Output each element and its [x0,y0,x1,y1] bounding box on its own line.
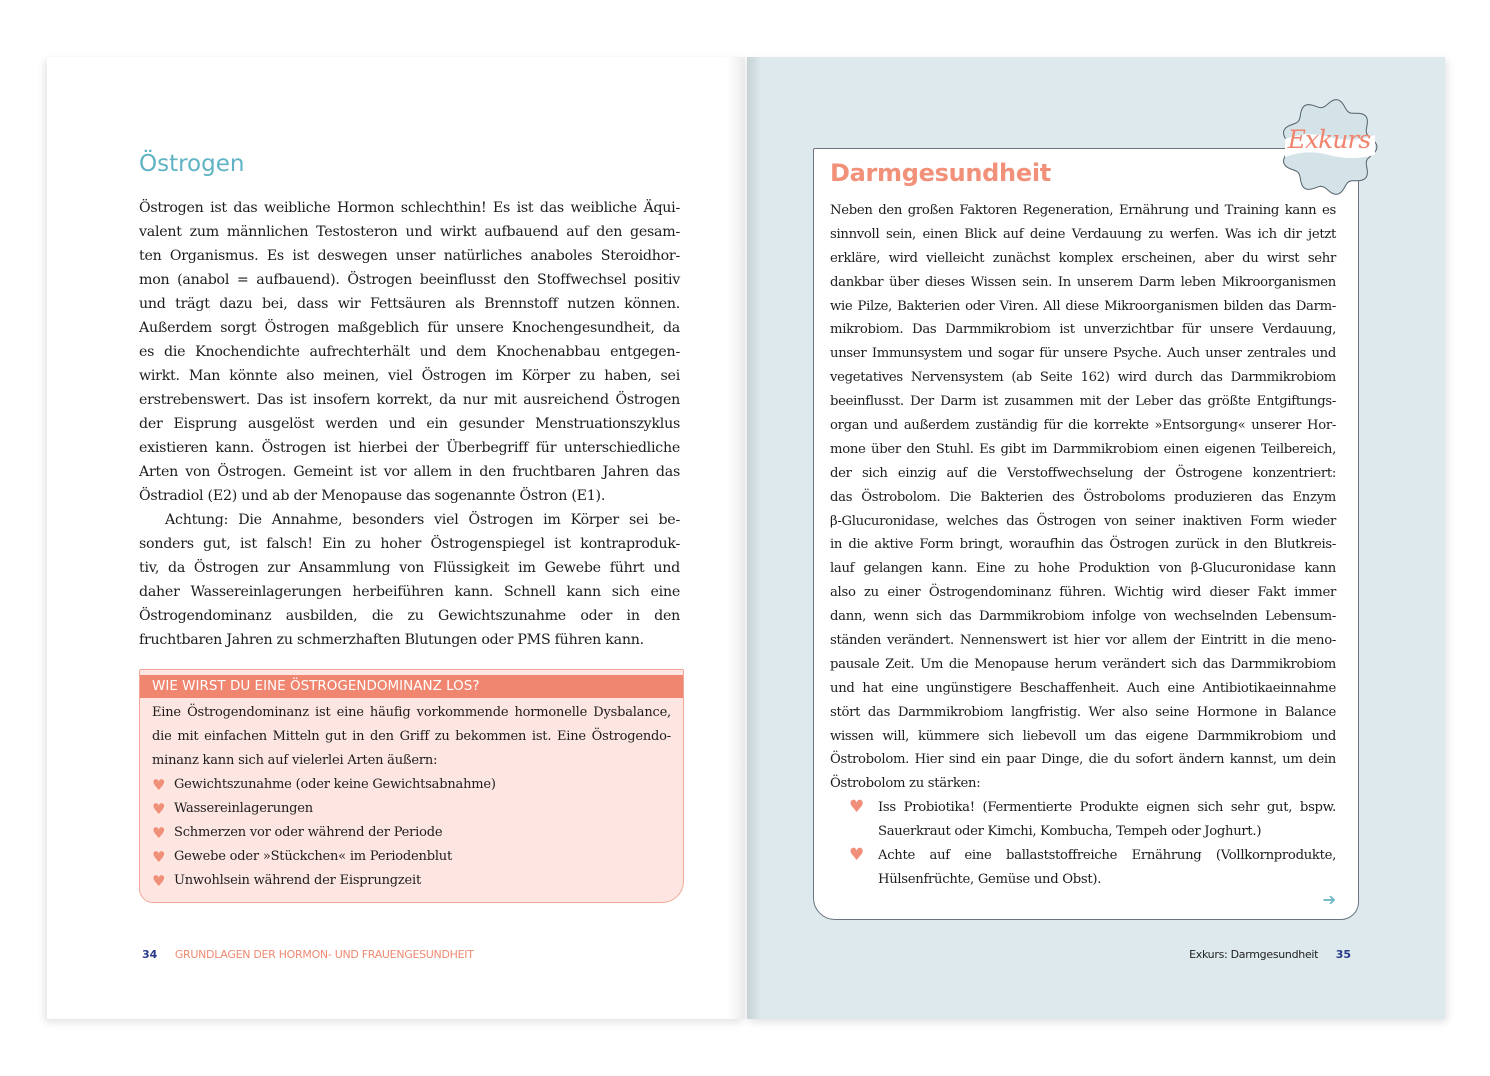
text-line: vegetatives Nervensystem (ab Seite 162) wird durch das Darmmikrobiom [830,370,1336,386]
text-line: Östrogen ist das weibliche Hormon schlechthin! Es ist das weibliche Äqui- [139,200,680,216]
text-line: unser Immunsystem und sogar für unsere Psyche. Auch unser zentrales und [830,346,1336,362]
info-box-bullet [152,821,671,845]
text-line: Östradiol (E2) und ab der Menopause das sogenannte Östron (E1). [139,488,606,504]
text-line: mone über den Stuhl. Es gibt im Darmmikrobiom einen eigenen Teilbereich, [830,441,1336,457]
bullet-item [830,796,1336,844]
running-title: GRUNDLAGEN DER HORMON- UND FRAUENGESUNDHEIT [174,948,474,961]
text-line: existieren kann. Östrogen ist hierbei der Überbegriff für unterschiedliche [139,440,680,456]
page-footer [1189,948,1351,961]
text-line: mon (anabol = aufbauend). Östrogen beeinflusst den Stoffwechsel positiv [139,272,680,288]
section-heading: Östrogen [139,151,245,177]
bullet-text: Wassereinlagerungen [174,801,313,816]
info-box-bullet [152,869,671,893]
text-line: lauf gelangen kann. Eine zu hohe Produktion von β-Glucuronidase kann [830,561,1336,577]
bullet-line: Achte auf eine ballaststoffreiche Ernährung (Vollkornprodukte, [878,848,1336,864]
exkurs-badge [1277,95,1381,199]
text-line: Östrobolom. Hier sind ein paar Dinge, die du sofort ändern kannst, um dein [830,752,1336,768]
text-line: es die Knochendichte aufrechterhält und dem Knochenabbau entgegen- [139,344,680,360]
bullet-text: Unwohlsein während der Eisprungzeit [174,873,422,888]
text-line: organ und außerdem zuständig für die korrekte »Entsorgung« unserer Hor- [830,418,1336,434]
text-line: Außerdem sorgt Östrogen maßgeblich für unsere Knochengesundheit, da [139,320,680,336]
info-box-title: WIE WIRST DU EINE ÖSTROGENDOMINANZ LOS? [140,675,683,698]
text-line: fruchtbaren Jahren zu schmerzhaften Blutungen oder PMS führen kann. [139,632,644,648]
text-line: wie Pilze, Bakterien oder Viren. All diese Mikroorganismen bilden das Darm- [830,298,1336,314]
text-line: und hat eine ungünstigere Beschaffenheit. Auch eine Antibiotikaeinnahme [830,680,1336,696]
text-line: dann, wenn sich das Darmmikrobiom infolge von wechselnden Lebensum- [830,609,1336,625]
info-box [139,669,684,903]
text-line: wirkt. Man könnte also meinen, viel Östrogen im Körper zu haben, sei [139,368,680,384]
badge-label: Exkurs [1287,125,1371,154]
text-line: der sich einzig auf die Verstoffwechselung der Östrogene konzentriert: [830,465,1336,481]
text-line: sonders gut, ist falsch! Ein zu hoher Östrogenspiegel ist kontraproduk- [139,536,680,552]
bullet-text [878,796,1336,844]
text-line: ständen verändert. Nennenswert ist hier vor allem der Eintritt in die meno- [830,633,1336,649]
info-box-text-line: die mit einfachen Mitteln gut in den Griff zu bekommen ist. Eine Östrogendo- [152,729,671,744]
info-box-body [140,698,683,893]
text-line: und trägt dazu bei, dass wir Fettsäuren als Brennstoff nutzen können. [139,296,680,312]
arrow-right-icon: ➔ [1322,890,1336,909]
text-line: Achtung: Die Annahme, besonders viel Östrogen im Körper sei be- [165,512,680,528]
heart-icon: ♥ [152,776,166,794]
info-box-text-line: Eine Östrogendominanz ist eine häufig vorkommende hormonelle Dysbalance, [152,705,671,720]
info-box-bullet [152,773,671,797]
text-line: mikrobiom. Das Darmmikrobiom ist unverzichtbar für unsere Verdauung, [830,322,1336,338]
bullet-text: Gewichtszunahme (oder keine Gewichtsabnahme) [174,777,496,792]
text-line: das Östrobolom. Die Bakterien des Östroboloms produzieren das Enzym [830,489,1336,505]
text-line: pausale Zeit. Um die Menopause herum verändert sich das Darmmikrobiom [830,656,1336,672]
heart-icon: ♥ [152,824,166,842]
heart-icon: ♥ [849,845,864,866]
info-box-bullet [152,797,671,821]
bullet-text: Gewebe oder »Stückchen« im Periodenblut [174,849,452,864]
text-line: Neben den großen Faktoren Regeneration, Ernährung und Training kann es [830,203,1336,218]
heart-icon: ♥ [152,872,166,890]
text-line: tiv, da Östrogen zur Ansammlung von Flüssigkeit im Gewebe führt und [139,560,680,576]
text-line: sinnvoll sein, einen Blick auf deine Verdauung zu werfen. Was ich dir jetzt [830,226,1336,242]
page-number: 34 [142,948,158,961]
text-line: dankbar über dieses Wissen sein. In unserem Darm leben Mikroorganismen [830,274,1336,290]
text-line: erkläre, wird vielleicht zunächst komplex erscheinen, aber du wirst sehr [830,250,1336,266]
text-line: ten Organismus. Es ist deswegen unser natürliches anaboles Steroidhor- [139,248,680,264]
right-page [747,57,1445,1019]
excursus-heading: Darmgesundheit [830,159,1051,187]
running-title: Exkurs: Darmgesundheit [1189,948,1319,961]
bullet-line: Hülsenfrüchte, Gemüse und Obst). [878,871,1102,887]
info-box-text-line: minanz kann sich auf vielerlei Arten äußern: [152,753,438,768]
text-line: wissen will, kümmere sich liebevoll um das eigene Darmmikrobiom und [830,728,1336,744]
excursus-text [830,199,1336,892]
body-text [139,196,680,652]
info-box-bullet [152,845,671,869]
text-line: daher Wassereinlagerungen herbeiführen kann. Schnell kann sich eine [139,584,680,600]
text-line: β-Glucuronidase, welches das Östrogen von seiner inaktiven Form wieder [830,513,1336,529]
text-line: Östrobolom zu stärken: [830,776,981,792]
left-page [47,57,745,1019]
text-line: beeinflusst. Der Darm ist zusammen mit der Leber das größte Entgiftungs- [830,394,1336,410]
text-line: stört das Darmmikrobiom langfristig. Wer also seine Hormone in Balance [830,704,1336,720]
bullet-text [878,844,1336,892]
text-line: Östrogendominanz ausbilden, die zu Gewichtszunahme oder in den [139,608,680,624]
excursus-box [813,148,1359,920]
text-line: Arten von Östrogen. Gemeint ist vor allem in den fruchtbaren Jahren das [139,464,680,480]
text-line: in die aktive Form bringt, woraufhin das Östrogen zurück in den Blutkreis- [830,537,1336,553]
text-line: der Eisprung ausgelöst werden und ein gesunder Menstruationszyklus [139,416,680,432]
bullet-text: Schmerzen vor oder während der Periode [174,825,443,840]
bullet-line: Iss Probiotika! (Fermentierte Produkte eignen sich sehr gut, bspw. [878,800,1336,816]
heart-icon: ♥ [152,800,166,818]
text-line: valent zum männlichen Testosteron und wirkt aufbauend auf den gesam- [139,224,680,240]
heart-icon: ♥ [849,797,864,818]
text-line: erstrebenswert. Das ist insofern korrekt, da nur mit ausreichend Östrogen [139,392,680,408]
heart-icon: ♥ [152,848,166,866]
text-line: also zu einer Östrogendominanz führen. Wichtig wird dieser Fakt immer [830,585,1336,601]
bullet-item [830,844,1336,892]
bullet-line: Sauerkraut oder Kimchi, Kombucha, Tempeh oder Joghurt.) [878,824,1262,840]
page-footer [142,948,474,961]
page-number: 35 [1335,948,1351,961]
